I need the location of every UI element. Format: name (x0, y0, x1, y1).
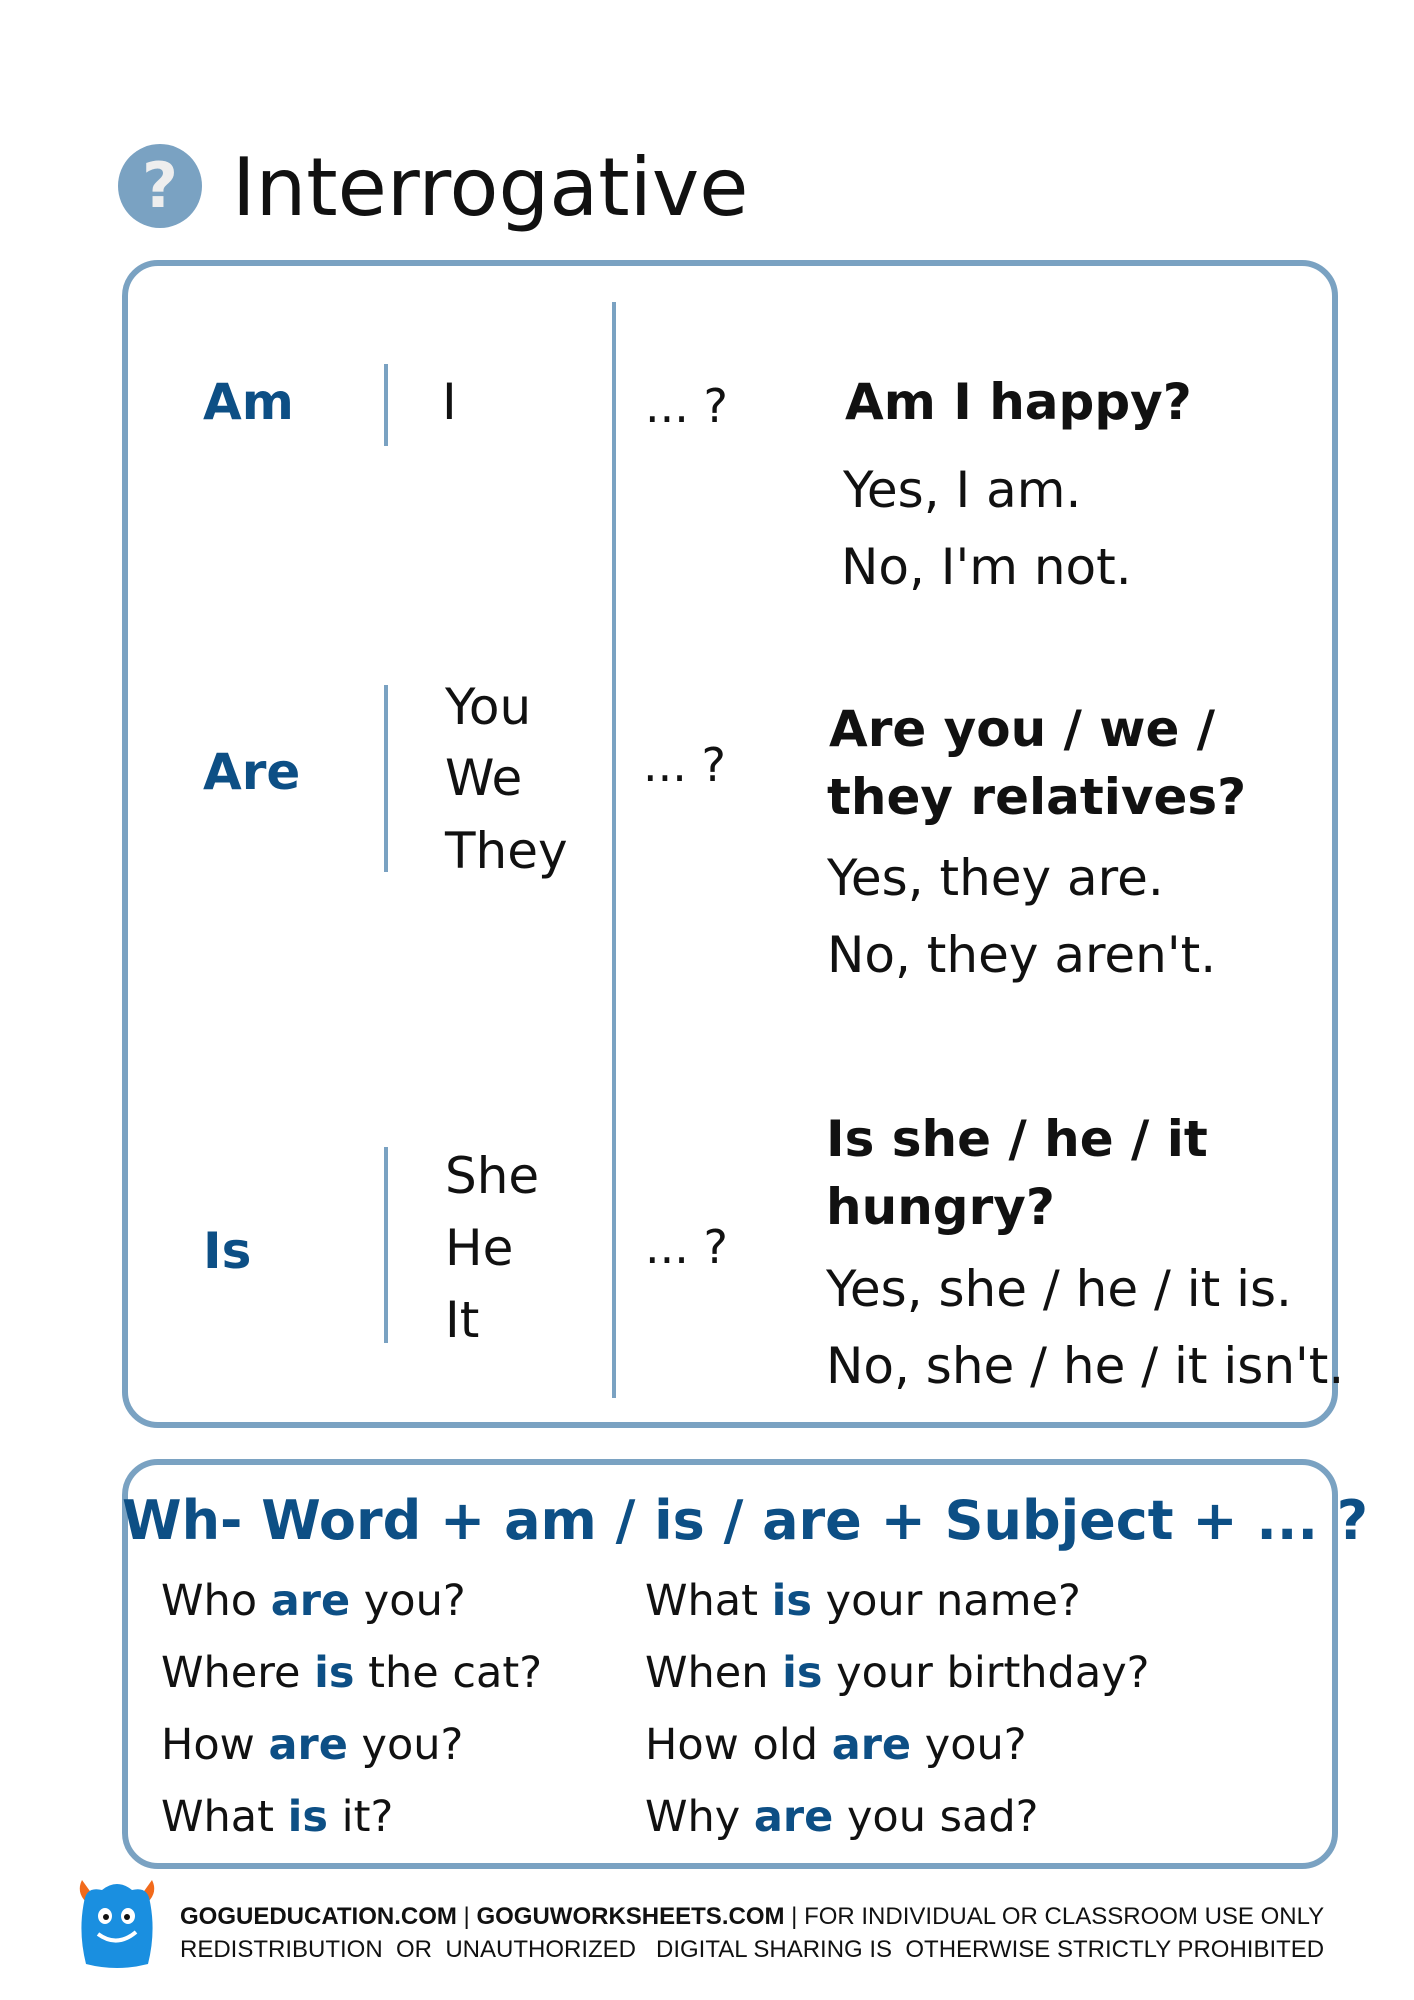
wh-heading: Wh- Word + am / is / are + Subject + ... ? (122, 1489, 1369, 1552)
wh-text: you? (911, 1720, 1027, 1770)
short-answer-no: No, she / he / it isn't. (826, 1337, 1345, 1395)
forms-box (122, 260, 1338, 1428)
wh-text: your name? (812, 1576, 1081, 1626)
wh-text: your birthday? (822, 1648, 1150, 1698)
wh-example (161, 1648, 543, 1698)
wh-example (161, 1792, 394, 1842)
short-answer-yes: Yes, she / he / it is. (826, 1260, 1292, 1318)
wh-text: What (645, 1576, 772, 1626)
wh-example (645, 1792, 1039, 1842)
wh-verb: are (270, 1576, 351, 1626)
footer-separator: | (784, 1903, 805, 1930)
wh-verb: are (831, 1720, 912, 1770)
footer-line-2: REDISTRIBUTION OR UNAUTHORIZED DIGITAL SHARING IS OTHERWISE STRICTLY PROHIBITED (180, 1936, 1325, 1963)
footer-line-1 (180, 1905, 1324, 1929)
footer-separator: | (456, 1903, 477, 1930)
subject: It (445, 1291, 480, 1349)
wh-text: you? (347, 1720, 464, 1770)
wh-verb: is (782, 1648, 823, 1698)
wh-example (645, 1576, 1081, 1626)
main-divider (612, 302, 616, 1398)
pattern: ... ? (645, 1220, 728, 1274)
wh-example (645, 1720, 1027, 1770)
footer-link-goguworksheets[interactable]: GOGUWORKSHEETS.COM (476, 1903, 785, 1930)
wh-text: What (161, 1792, 288, 1842)
wh-text: Who (161, 1576, 271, 1626)
verb-are: Are (203, 743, 301, 801)
short-answer-no: No, they aren't. (827, 926, 1217, 984)
short-answer-no: No, I'm not. (841, 538, 1132, 596)
subject: They (445, 822, 568, 880)
wh-example (161, 1576, 466, 1626)
subject: She (445, 1147, 540, 1205)
subject: I (442, 373, 457, 431)
wh-text: you? (350, 1576, 466, 1626)
example-question: Are you / we / (829, 700, 1216, 758)
wh-text: When (645, 1648, 783, 1698)
verb-is: Is (203, 1222, 252, 1280)
wh-verb: is (287, 1792, 328, 1842)
question-icon: ? (118, 144, 202, 228)
pattern: ... ? (645, 379, 728, 433)
short-answer-yes: Yes, they are. (827, 849, 1164, 907)
wh-verb: is (771, 1576, 812, 1626)
wh-text: it? (328, 1792, 394, 1842)
example-question: hungry? (826, 1178, 1055, 1236)
page-title: Interrogative (232, 141, 749, 234)
wh-text: you sad? (833, 1792, 1039, 1842)
wh-example (161, 1720, 464, 1770)
wh-verb: are (268, 1720, 348, 1770)
subject: We (445, 749, 523, 807)
pattern: ... ? (643, 738, 726, 792)
wh-text: the cat? (354, 1648, 543, 1698)
wh-text: Why (645, 1792, 754, 1842)
example-question: Is she / he / it (826, 1110, 1208, 1168)
wh-verb: is (314, 1648, 355, 1698)
example-question: they relatives? (827, 768, 1247, 826)
subject: You (445, 678, 532, 736)
wh-text: How old (645, 1720, 832, 1770)
row-divider (384, 1147, 388, 1343)
verb-am: Am (203, 373, 294, 431)
short-answer-yes: Yes, I am. (843, 461, 1082, 519)
wh-text: How (161, 1720, 269, 1770)
wh-verb: are (753, 1792, 834, 1842)
monster-mascot-logo (72, 1872, 162, 1972)
example-question: Am I happy? (845, 373, 1192, 431)
subject: He (445, 1219, 514, 1277)
wh-example (645, 1648, 1150, 1698)
footer-link-goguedu[interactable]: GOGUEDUCATION.COM (180, 1903, 457, 1930)
footer-notice: FOR INDIVIDUAL OR CLASSROOM USE ONLY (804, 1903, 1325, 1930)
row-divider (384, 364, 388, 446)
wh-text: Where (161, 1648, 315, 1698)
row-divider (384, 685, 388, 872)
